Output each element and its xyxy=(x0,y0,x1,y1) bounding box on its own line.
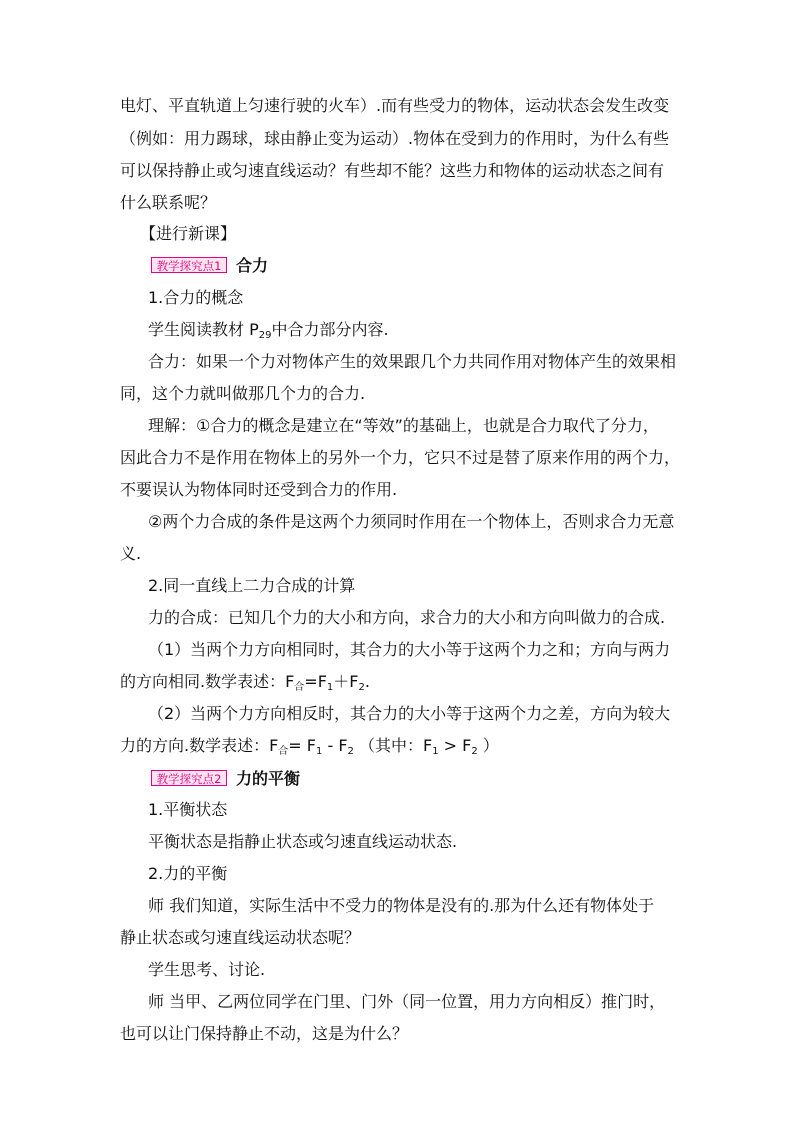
case1-end: . xyxy=(364,672,370,691)
case2-eq: = F xyxy=(288,736,316,755)
reading-page-sub: 29 xyxy=(258,330,272,341)
teacher2-line-2: 也可以让门保持静止不动，这是为什么？ xyxy=(120,1024,409,1043)
synthesis-definition: 力的合成：已知几个力的大小和方向，求合力的大小和方向叫做力的合成. xyxy=(148,608,666,627)
case2-note-pre: （其中：F xyxy=(353,736,433,755)
understand-line-1: 理解：①合力的概念是建立在“等效”的基础上，也就是合力取代了分力， xyxy=(148,416,659,435)
definition-line-1: 合力：如果一个力对物体产生的效果跟几个力共同作用对物体产生的效果相 xyxy=(148,352,677,371)
definition-line-2: 同，这个力就叫做那几个力的合力. xyxy=(120,384,366,403)
case2-sub-1: 1 xyxy=(316,746,323,757)
case1-eq: =F xyxy=(304,672,327,691)
teacher2-line-1: 师 当甲、乙两位同学在门里、门外（同一位置，用力方向相反）推门时， xyxy=(148,992,666,1011)
case2-note-sub-1: 1 xyxy=(432,746,439,757)
new-lesson-heading: 【进行新课】 xyxy=(140,224,237,243)
case2-formula-line xyxy=(120,736,680,756)
case1-pre: 的方向相同.数学表述：F xyxy=(120,672,295,691)
intro-line-2: （例如：用力踢球，球由静止变为运动）.物体在受到力的作用时，为什么有些 xyxy=(120,129,670,148)
intro-line-3: 可以保持静止或匀速直线运动？有些却不能？这些力和物体的运动状态之间有 xyxy=(120,161,665,180)
case1-sub-he: 合 xyxy=(294,682,305,693)
case2-line-1: （2）当两个力方向相反时，其合力的大小等于这两个力之差，方向为较大 xyxy=(148,704,671,723)
case1-line-1: （1）当两个力方向相同时，其合力的大小等于这两个力之和；方向与两力 xyxy=(148,640,671,659)
case1-sub-1: 1 xyxy=(326,682,334,693)
section1-title: 合力 xyxy=(236,256,269,275)
state-heading: 1.平衡状态 xyxy=(148,800,228,819)
students-discussion: 学生思考、讨论. xyxy=(148,960,266,979)
understand-line-3: 不要误认为物体同时还受到合力的作用. xyxy=(120,480,398,499)
intro-line-4: 什么联系呢？ xyxy=(120,193,217,212)
teacher1-line-2: 静止状态或匀速直线运动状态呢？ xyxy=(120,928,361,947)
case1-plus: ＋F xyxy=(333,672,359,691)
understand-line-2: 因此合力不是作用在物体上的另外一个力，它只不过是替了原来作用的两个力， xyxy=(120,448,681,467)
section2-title: 力的平衡 xyxy=(236,769,301,788)
case2-sub-he: 合 xyxy=(278,746,289,757)
case1-sub-2: 2 xyxy=(358,682,365,693)
case2-note-sub-2: 2 xyxy=(471,746,478,757)
case1-formula-line xyxy=(120,672,680,692)
reading-instruction xyxy=(148,320,708,340)
case2-note-end: ） xyxy=(477,736,499,755)
case2-pre: 力的方向.数学表述：F xyxy=(120,736,279,755)
condition-line-1: ②两个力合成的条件是这两个力须同时作用在一个物体上，否则求合力无意 xyxy=(148,512,675,531)
concept-heading: 1.合力的概念 xyxy=(148,288,244,307)
intro-line-1: 电灯、平直轨道上匀速行驶的火车）.而有些受力的物体，运动状态会发生改变 xyxy=(120,96,670,115)
reading-post: 中合力部分内容. xyxy=(271,320,389,339)
case2-sub-2: 2 xyxy=(347,746,354,757)
balance-heading: 2.力的平衡 xyxy=(148,864,228,883)
condition-line-2: 义. xyxy=(120,544,142,563)
section1-badge: 教学探究点1 xyxy=(151,257,227,273)
case2-note-gt: > F xyxy=(438,736,472,755)
reading-pre: 学生阅读教材 P xyxy=(148,320,259,339)
teacher1-line-1: 师 我们知道，实际生活中不受力的物体是没有的.那为什么还有物体处于 xyxy=(148,896,655,915)
calc-heading: 2.同一直线上二力合成的计算 xyxy=(148,576,356,595)
case2-minus: - F xyxy=(322,736,348,755)
section2-badge: 教学探究点2 xyxy=(151,770,227,786)
state-text: 平衡状态是指静止状态或匀速直线运动状态. xyxy=(148,832,458,851)
